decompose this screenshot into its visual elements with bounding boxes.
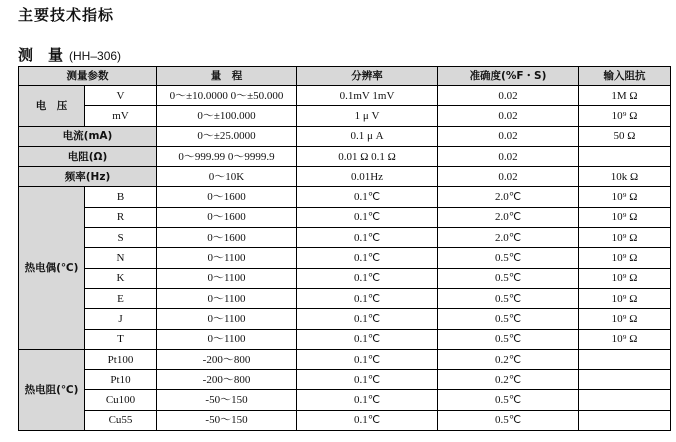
- resolution-cell: 0.1℃: [297, 268, 438, 288]
- impedance-cell: 10⁹ Ω: [579, 207, 671, 227]
- accuracy-cell: 0.02: [438, 167, 579, 187]
- group-label: 频率(Hz): [19, 167, 157, 187]
- accuracy-cell: 0.5℃: [438, 248, 579, 268]
- range-cell: -50～150: [157, 390, 297, 410]
- resolution-cell: 0.1℃: [297, 207, 438, 227]
- table-row: [19, 248, 671, 268]
- header-parameter: 测量参数: [19, 67, 157, 86]
- spec-table-body: [19, 67, 671, 431]
- impedance-cell: 10⁹ Ω: [579, 288, 671, 308]
- group-label: 热电偶(℃): [19, 187, 85, 349]
- impedance-cell: 10⁹ Ω: [579, 268, 671, 288]
- impedance-cell: 10k Ω: [579, 167, 671, 187]
- range-cell: -200～800: [157, 349, 297, 369]
- sub-type-cell: Cu100: [85, 390, 157, 410]
- accuracy-cell: 0.5℃: [438, 309, 579, 329]
- accuracy-cell: 0.2℃: [438, 370, 579, 390]
- group-label: 电流(mA): [19, 126, 157, 146]
- group-label: 电 压: [19, 86, 85, 127]
- range-cell: 0～999.99 0～9999.9: [157, 146, 297, 166]
- range-cell: 0～±100.000: [157, 106, 297, 126]
- table-row: [19, 390, 671, 410]
- resolution-cell: 0.1℃: [297, 329, 438, 349]
- accuracy-cell: 0.02: [438, 86, 579, 106]
- sub-type-cell: Pt10: [85, 370, 157, 390]
- impedance-cell: 10⁹ Ω: [579, 248, 671, 268]
- range-cell: -200～800: [157, 370, 297, 390]
- impedance-cell: 10⁹ Ω: [579, 106, 671, 126]
- section-title-text: 测 量: [18, 46, 64, 64]
- impedance-cell: 50 Ω: [579, 126, 671, 146]
- resolution-cell: 0.1mV 1mV: [297, 86, 438, 106]
- accuracy-cell: 0.5℃: [438, 288, 579, 308]
- accuracy-cell: 0.02: [438, 146, 579, 166]
- table-row: [19, 86, 671, 106]
- table-row: [19, 146, 671, 166]
- header-range: 量 程: [157, 67, 297, 86]
- table-row: [19, 126, 671, 146]
- sub-type-cell: B: [85, 187, 157, 207]
- sub-type-cell: E: [85, 288, 157, 308]
- resolution-cell: 0.01 Ω 0.1 Ω: [297, 146, 438, 166]
- resolution-cell: 0.1 μ A: [297, 126, 438, 146]
- header-impedance: 输入阻抗: [579, 67, 671, 86]
- range-cell: 0～1600: [157, 207, 297, 227]
- table-row: [19, 207, 671, 227]
- impedance-cell: [579, 370, 671, 390]
- accuracy-cell: 2.0℃: [438, 187, 579, 207]
- table-row: [19, 410, 671, 430]
- range-cell: 0～±10.0000 0～±50.000: [157, 86, 297, 106]
- table-row: [19, 329, 671, 349]
- table-row: [19, 349, 671, 369]
- table-row: [19, 288, 671, 308]
- sub-type-cell: V: [85, 86, 157, 106]
- impedance-cell: [579, 390, 671, 410]
- sub-type-cell: Pt100: [85, 349, 157, 369]
- resolution-cell: 1 μ V: [297, 106, 438, 126]
- range-cell: 0～1100: [157, 309, 297, 329]
- sub-type-cell: T: [85, 329, 157, 349]
- group-label: 热电阻(℃): [19, 349, 85, 430]
- range-cell: 0～10K: [157, 167, 297, 187]
- accuracy-cell: 2.0℃: [438, 207, 579, 227]
- page-title: 主要技术指标: [18, 6, 115, 24]
- model-number: (HH–306): [69, 49, 122, 63]
- table-row: [19, 370, 671, 390]
- range-cell: 0～1600: [157, 187, 297, 207]
- range-cell: 0～1100: [157, 329, 297, 349]
- sub-type-cell: S: [85, 228, 157, 248]
- accuracy-cell: 2.0℃: [438, 228, 579, 248]
- table-row: [19, 167, 671, 187]
- impedance-cell: 10⁹ Ω: [579, 309, 671, 329]
- resolution-cell: 0.1℃: [297, 370, 438, 390]
- resolution-cell: 0.1℃: [297, 187, 438, 207]
- sub-type-cell: R: [85, 207, 157, 227]
- resolution-cell: 0.1℃: [297, 349, 438, 369]
- sub-type-cell: N: [85, 248, 157, 268]
- resolution-cell: 0.1℃: [297, 390, 438, 410]
- range-cell: 0～1600: [157, 228, 297, 248]
- section-title: [18, 44, 121, 65]
- header-row: [19, 67, 671, 86]
- range-cell: -50～150: [157, 410, 297, 430]
- table-row: [19, 309, 671, 329]
- table-row: [19, 106, 671, 126]
- range-cell: 0～1100: [157, 268, 297, 288]
- sub-type-cell: mV: [85, 106, 157, 126]
- resolution-cell: 0.01Hz: [297, 167, 438, 187]
- resolution-cell: 0.1℃: [297, 309, 438, 329]
- accuracy-cell: 0.02: [438, 126, 579, 146]
- sub-type-cell: J: [85, 309, 157, 329]
- range-cell: 0～1100: [157, 288, 297, 308]
- impedance-cell: 10⁹ Ω: [579, 228, 671, 248]
- impedance-cell: 10⁹ Ω: [579, 329, 671, 349]
- sub-type-cell: Cu55: [85, 410, 157, 430]
- sub-type-cell: K: [85, 268, 157, 288]
- header-accuracy: 准确度(%F・S): [438, 67, 579, 86]
- group-label: 电阻(Ω): [19, 146, 157, 166]
- header-resolution: 分辨率: [297, 67, 438, 86]
- resolution-cell: 0.1℃: [297, 410, 438, 430]
- impedance-cell: 1M Ω: [579, 86, 671, 106]
- impedance-cell: [579, 349, 671, 369]
- spec-table: [18, 66, 671, 431]
- resolution-cell: 0.1℃: [297, 288, 438, 308]
- accuracy-cell: 0.02: [438, 106, 579, 126]
- range-cell: 0～1100: [157, 248, 297, 268]
- range-cell: 0～±25.0000: [157, 126, 297, 146]
- accuracy-cell: 0.2℃: [438, 349, 579, 369]
- resolution-cell: 0.1℃: [297, 248, 438, 268]
- table-row: [19, 268, 671, 288]
- accuracy-cell: 0.5℃: [438, 390, 579, 410]
- impedance-cell: 10⁹ Ω: [579, 187, 671, 207]
- table-row: [19, 187, 671, 207]
- accuracy-cell: 0.5℃: [438, 329, 579, 349]
- resolution-cell: 0.1℃: [297, 228, 438, 248]
- accuracy-cell: 0.5℃: [438, 268, 579, 288]
- accuracy-cell: 0.5℃: [438, 410, 579, 430]
- impedance-cell: [579, 410, 671, 430]
- table-row: [19, 228, 671, 248]
- impedance-cell: [579, 146, 671, 166]
